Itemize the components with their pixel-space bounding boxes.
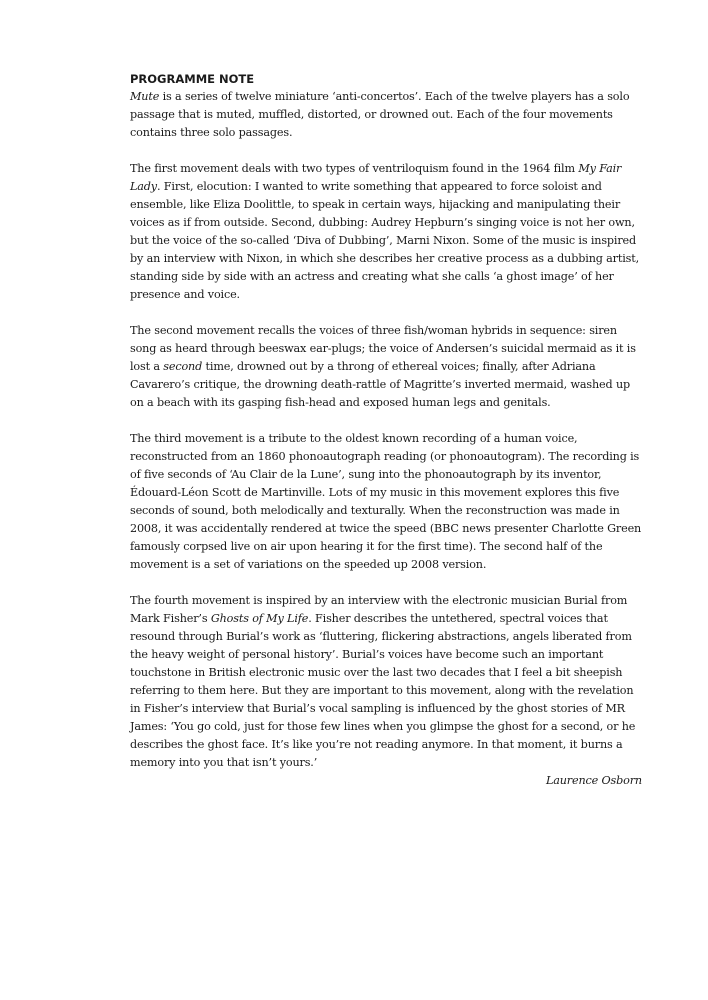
programme-note-heading: PROGRAMME NOTE (130, 72, 255, 86)
paragraph-second-movement (130, 322, 642, 412)
text-segment: The third movement is a tribute to the oldest known recording of a human voice, reconstructed from an 1860 phonoautograph reading (or phonoautogram). The recording is of five seconds of ‘Au Clair de la Lune’, sung into the phonoautograph by its inventor, Édouard-Léon Scott de Martinville. Lots of my music in this movement explores this five seconds of sound, both melodically and texturally. When the reconstruction was made in 2008, it was accidentally rendered at twice the speed (BBC news presenter Charlotte Green famously corpsed live on air upon hearing it for the first time). The second half of the movement is a set of variations on the speeded up 2008 version. (130, 432, 642, 571)
film-title: My Fair Lady (130, 162, 622, 193)
paragraph-third-movement (130, 430, 642, 574)
paragraph-first-movement (130, 160, 642, 304)
paragraph-intro (130, 88, 642, 142)
author-signature: Laurence Osborn (545, 774, 642, 787)
text-segment: The fourth movement is inspired by an interview with the electronic musician Burial from Mark Fisher’s (130, 594, 628, 625)
text-segment: The second movement recalls the voices of three fish/woman hybrids in sequence: siren song as heard through beeswax ear-plugs; the voice of Andersen’s suicidal mermaid as it is lost a (130, 324, 636, 373)
text-segment: The first movement deals with two types of ventriloquism found in the 1964 film (130, 162, 579, 175)
programme-note (130, 70, 642, 790)
text-segment: . Fisher describes the untethered, spectral voices that resound through Burial’s work as ‘fluttering, flickering abstractions, angels liberated from the heavy weight of personal history’. Burial’s voices have become such an important touchstone in British electronic music over the last two decades that I feel a bit sheepish referring to them here. But they are important to this movement, along with the revelation in Fisher’s interview that Burial’s vocal sampling is influenced by the ghost stories of MR James: ‘You go cold, just for those few lines when you glimpse the ghost for a second, or he describes the ghost face. It’s like you’re not reading anymore. In that moment, it burns a memory into you that isn’t yours.’ (130, 612, 636, 769)
text-segment: time, drowned out by a throng of ethereal voices; finally, after Adriana Cavarero’s critique, the drowning death-rattle of Magritte’s inverted mermaid, washed up on a beach with its gasping fish-head and exposed human legs and genitals. (130, 360, 631, 409)
work-title: Mute (130, 90, 160, 103)
paragraph-fourth-movement (130, 592, 642, 772)
text-segment: is a series of twelve miniature ‘anti-concertos’. Each of the twelve players has a solo passage that is muted, muffled, distorted, or drowned out. Each of the four movements contains three solo passages. (130, 90, 630, 139)
emphasis: second (163, 360, 203, 373)
text-segment: . First, elocution: I wanted to write something that appeared to force soloist and ensemble, like Eliza Doolittle, to speak in certain ways, hijacking and manipulating their voices as if from outside. Second, dubbing: Audrey Hepburn’s singing voice is not her own, but the voice of the so-called ‘Diva of Dubbing’, Marni Nixon. Some of the music is inspired by an interview with Nixon, in which she describes her creative process as a dubbing artist, standing side by side with an actress and creating what she calls ‘a ghost image’ of her presence and voice. (130, 180, 639, 301)
book-title: Ghosts of My Life (210, 612, 309, 625)
